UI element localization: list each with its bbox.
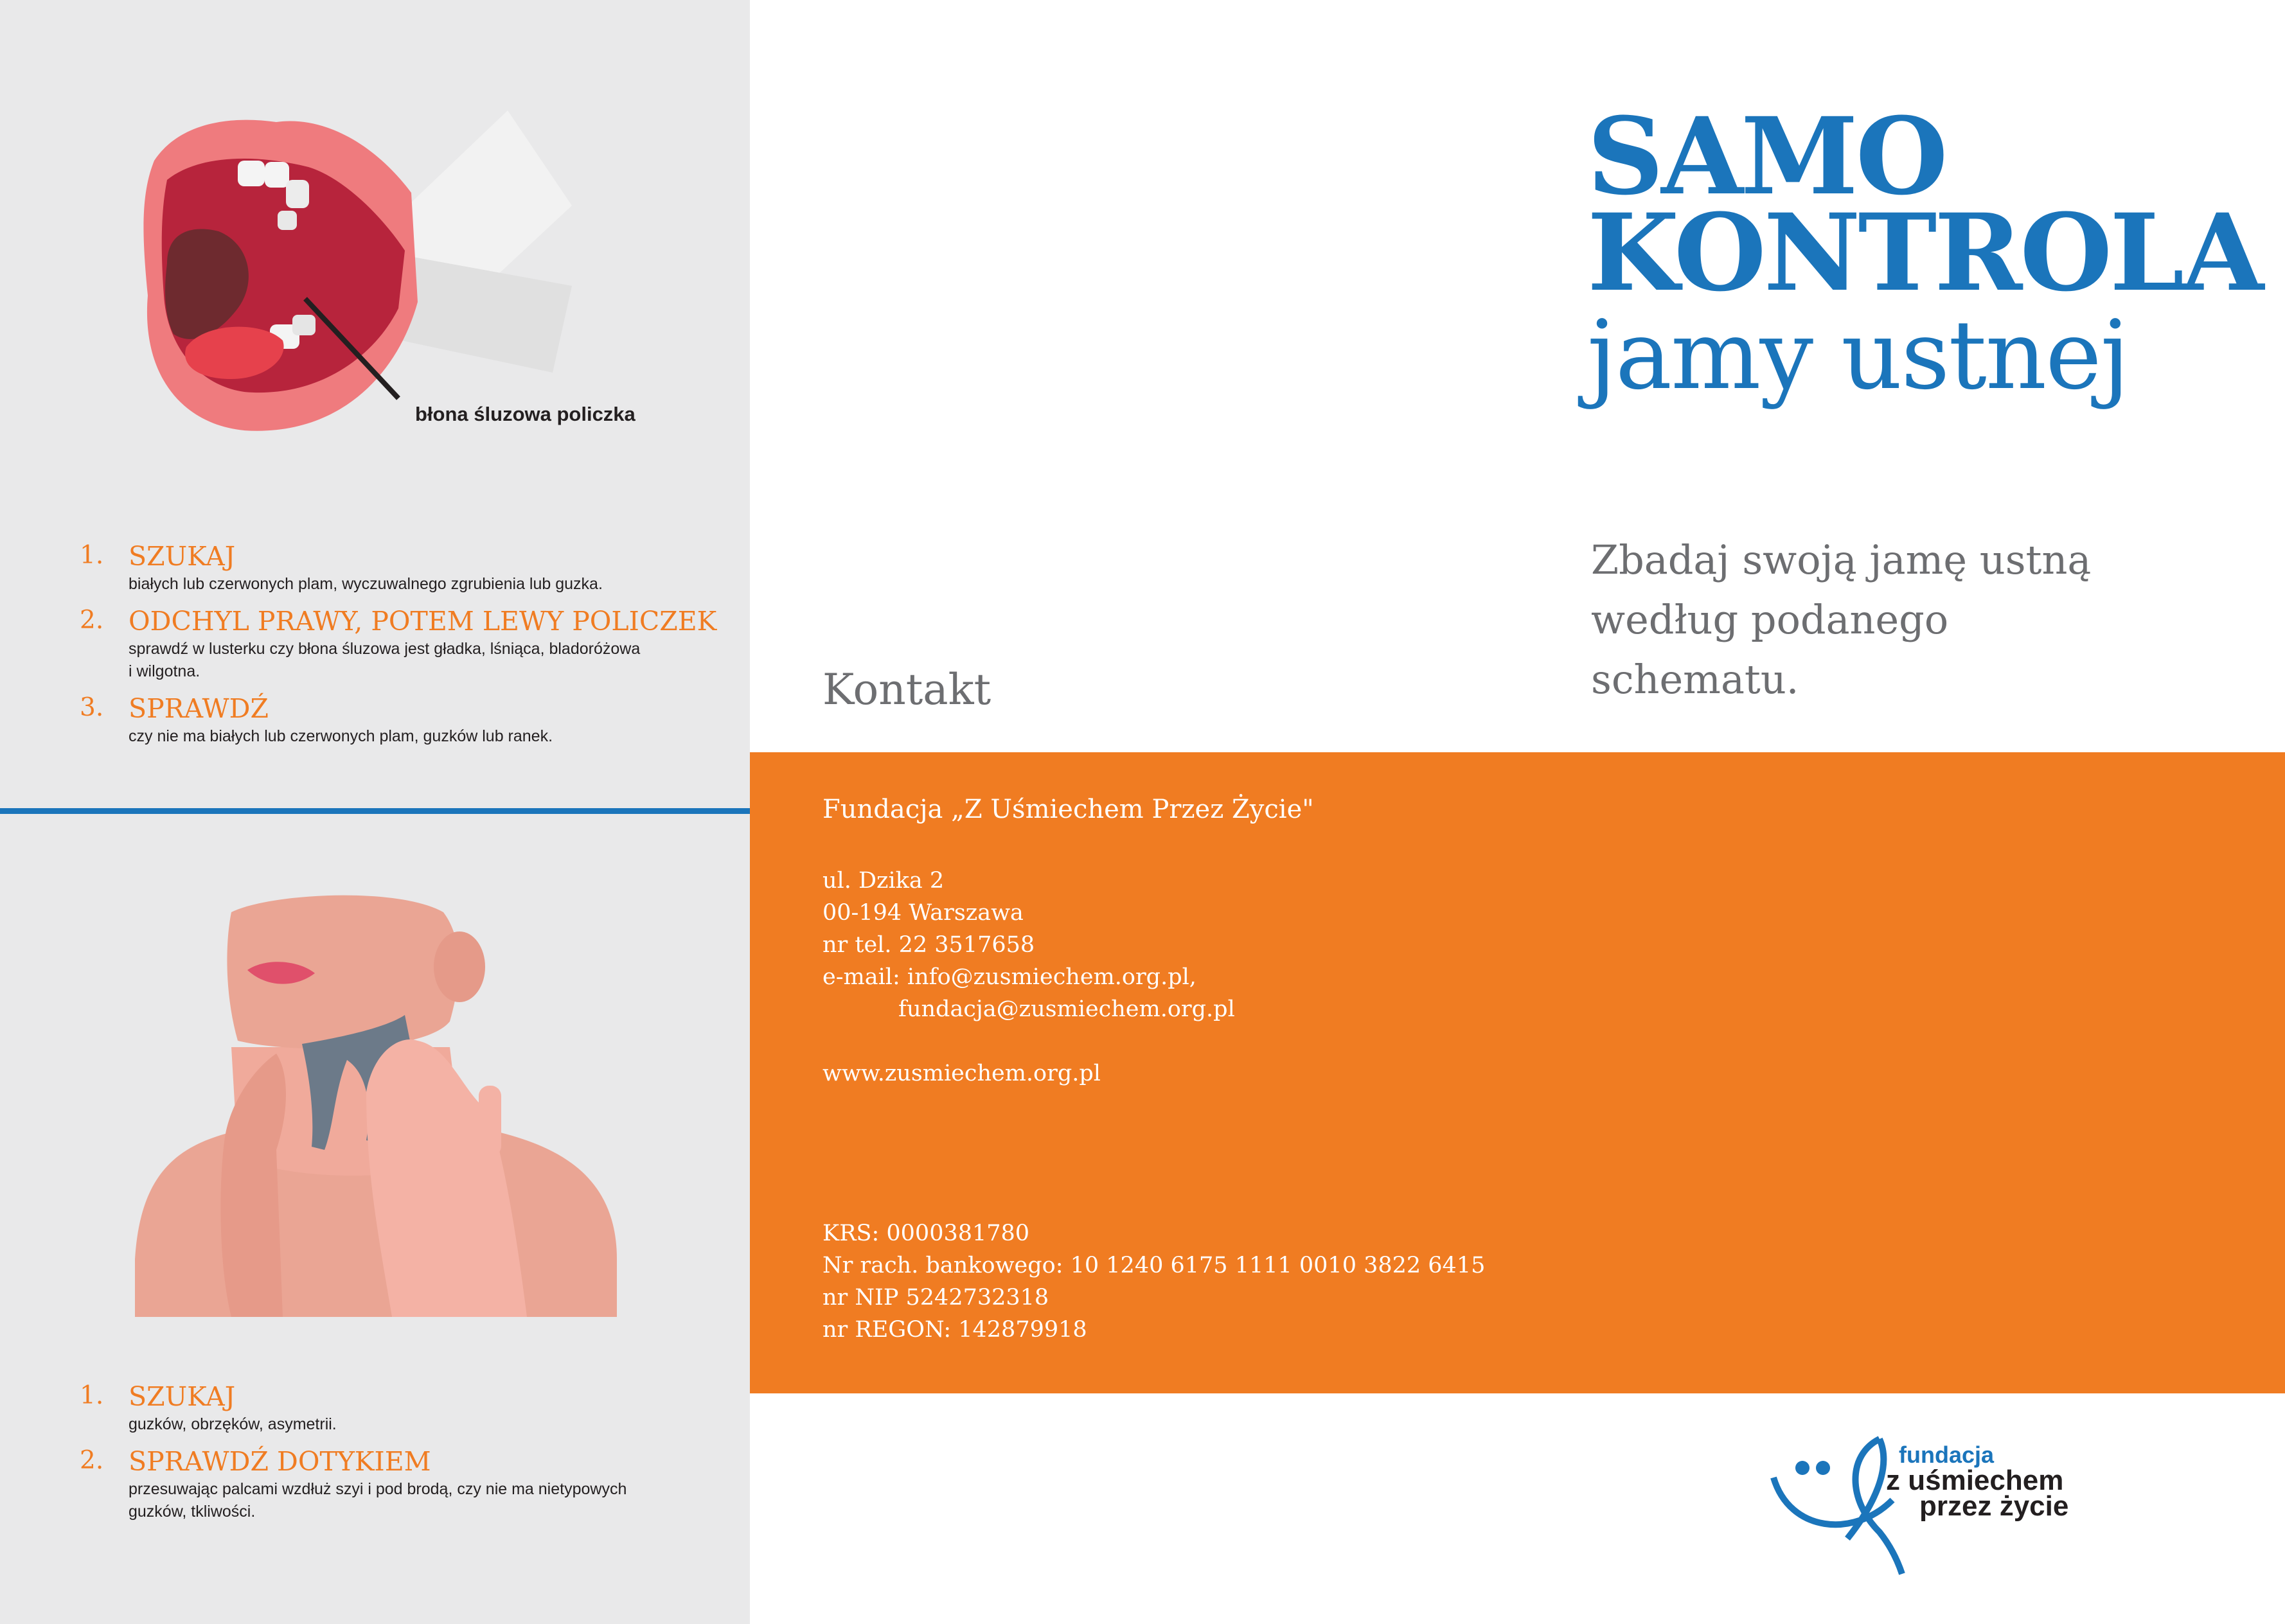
mouth-illustration	[129, 103, 591, 437]
finger	[479, 1086, 501, 1156]
step-description: sprawdź w lusterku czy błona śluzowa jest gładka, lśniąca, bladoróżowa	[129, 640, 641, 658]
title-line: jamy ustnej	[1587, 300, 2129, 410]
bank-account: Nr rach. bankowego: 10 1240 6175 1111 0010 3822 6415	[822, 1253, 1486, 1278]
step-title: ODCHYL PRAWY, POTEM LEWY POLICZEK	[129, 606, 717, 637]
ear	[434, 931, 485, 1002]
city: 00-194 Warszawa	[822, 900, 1024, 926]
mouth-step-1	[80, 540, 722, 596]
krs-number: KRS: 0000381780	[822, 1221, 1030, 1246]
step-number: 3.	[80, 693, 104, 722]
step-description: czy nie ma białych lub czerwonych plam, guzków lub ranek.	[129, 727, 553, 745]
step-number: 1.	[80, 1381, 104, 1410]
step-number: 1.	[80, 541, 104, 570]
cover-subtitle	[1591, 530, 2201, 709]
email-secondary[interactable]: fundacja@zusmiechem.org.pl	[898, 996, 1235, 1022]
neck-palpation-illustration	[129, 880, 630, 1317]
neck-step-1	[80, 1380, 722, 1436]
logo-line: przez życie	[1919, 1490, 2069, 1522]
neck-step-2	[80, 1445, 722, 1523]
step-number: 2.	[80, 1446, 104, 1475]
registration-block	[822, 1217, 1485, 1346]
logo-line: z uśmiechem	[1886, 1465, 2064, 1496]
tooth	[292, 315, 316, 335]
step-description: guzków, tkliwości.	[129, 1503, 256, 1521]
step-description: guzków, obrzęków, asymetrii.	[129, 1415, 337, 1433]
subtitle-line: schematu.	[1591, 656, 1799, 703]
step-description: i wilgotna.	[129, 662, 200, 680]
logo-wordmark	[1886, 1442, 2069, 1522]
mouth-steps-list	[80, 540, 722, 757]
cheek-mucosa-label: błona śluzowa policzka	[415, 403, 636, 425]
section-divider	[0, 808, 750, 814]
nip-number: nr NIP 5242732318	[822, 1285, 1049, 1311]
right-hand	[366, 1039, 527, 1317]
subtitle-line: według podanego	[1591, 596, 1949, 643]
logo-eye-icon	[1816, 1461, 1830, 1475]
step-description: białych lub czerwonych plam, wyczuwalnego zgrubienia lub guzka.	[129, 575, 603, 593]
step-title: SZUKAJ	[129, 1381, 236, 1412]
title-line: KONTROLA	[1587, 190, 2262, 315]
website-link[interactable]: www.zusmiechem.org.pl	[822, 1061, 1101, 1086]
logo-line: fundacja	[1899, 1442, 1995, 1468]
logo-eye-icon	[1795, 1461, 1809, 1475]
step-number: 2.	[80, 606, 104, 635]
mouth-step-2	[80, 605, 722, 683]
address-block	[822, 865, 1235, 1090]
title-line: SAMO	[1587, 94, 1946, 218]
left-hand	[220, 1054, 286, 1317]
mouth-step-3	[80, 692, 722, 748]
tooth	[265, 162, 289, 188]
org-name: Fundacja „Z Uśmiechem Przez Życie"	[822, 795, 1314, 824]
step-title: SPRAWDŹ DOTYKIEM	[129, 1446, 431, 1477]
tooth	[286, 180, 309, 208]
subtitle-line: Zbadaj swoją jamę ustną	[1591, 536, 2092, 583]
phone: nr tel. 22 3517658	[822, 932, 1035, 958]
step-description: przesuwając palcami wzdłuż szyi i pod brodą, czy nie ma nietypowych	[129, 1480, 627, 1498]
tooth	[278, 211, 297, 230]
email-primary[interactable]: e-mail: info@zusmiechem.org.pl,	[822, 964, 1196, 990]
step-title: SZUKAJ	[129, 541, 236, 572]
step-title: SPRAWDŹ	[129, 693, 269, 724]
regon-number: nr REGON: 142879918	[822, 1317, 1087, 1343]
contact-band	[750, 752, 2285, 1393]
tooth	[238, 161, 265, 186]
cover-title	[1587, 94, 2262, 410]
neck-steps-list	[80, 1380, 722, 1532]
street: ul. Dzika 2	[822, 868, 945, 894]
contact-heading: Kontakt	[822, 665, 991, 714]
